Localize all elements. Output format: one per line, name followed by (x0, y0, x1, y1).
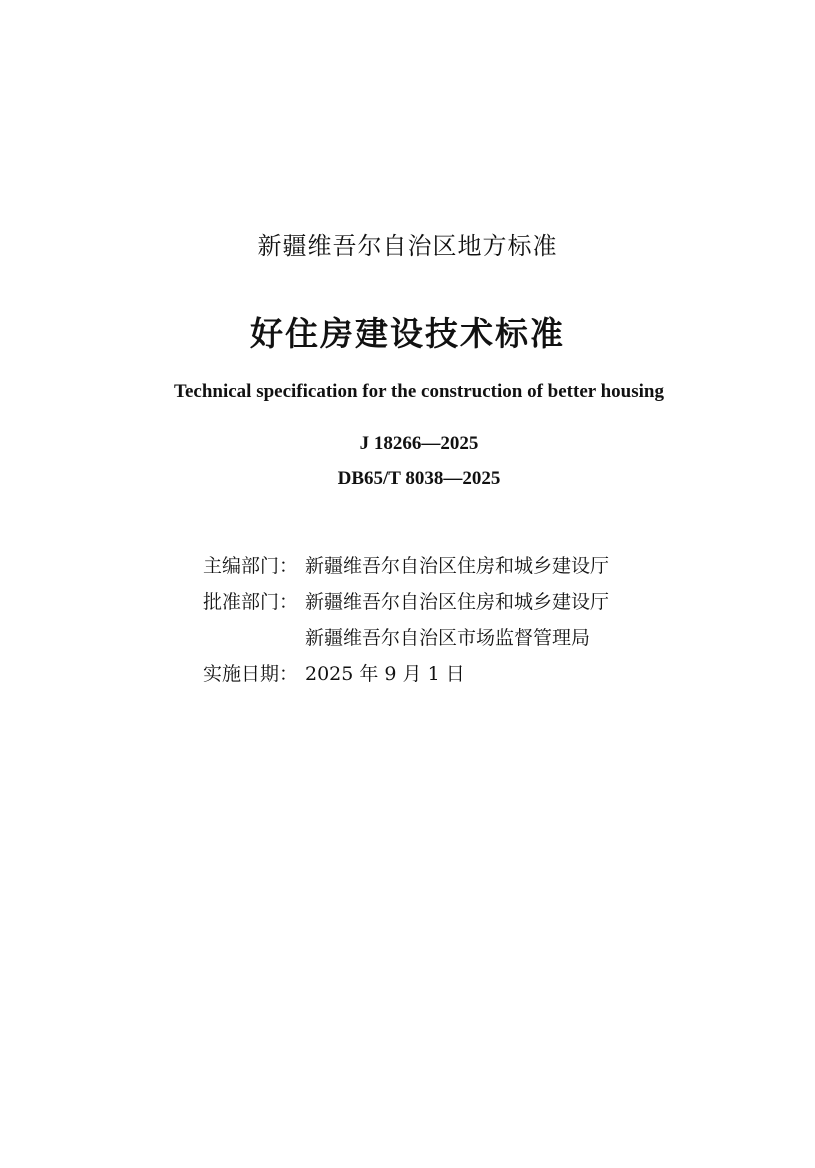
standard-code-j: J 18266—2025 (359, 433, 479, 454)
chief-editor-row (203, 548, 609, 584)
effective-date-value: 2025 年 9 月 1 日 (305, 663, 465, 685)
approval-value-2: 新疆维吾尔自治区市场监督管理局 (305, 627, 591, 649)
effective-label: 实施日期： (203, 663, 299, 685)
standard-code-db: DB65/T 8038—2025 (337, 468, 501, 489)
blank-label (203, 620, 305, 656)
approval-value-1: 新疆维吾尔自治区住房和城乡建设厅 (305, 591, 610, 613)
approval-row (203, 584, 609, 620)
chief-editor-value: 新疆维吾尔自治区住房和城乡建设厅 (305, 555, 610, 577)
chief-editor-label: 主编部门： (203, 555, 299, 577)
effective-date-row (203, 656, 609, 692)
approval-label: 批准部门： (203, 591, 299, 613)
english-title: Technical specification for the construction of better housing (174, 381, 664, 402)
publication-info (203, 548, 609, 692)
page-title: 好住房建设技术标准 (250, 314, 565, 353)
series-title: 新疆维吾尔自治区地方标准 (257, 232, 558, 260)
approval-row-2 (203, 620, 609, 656)
